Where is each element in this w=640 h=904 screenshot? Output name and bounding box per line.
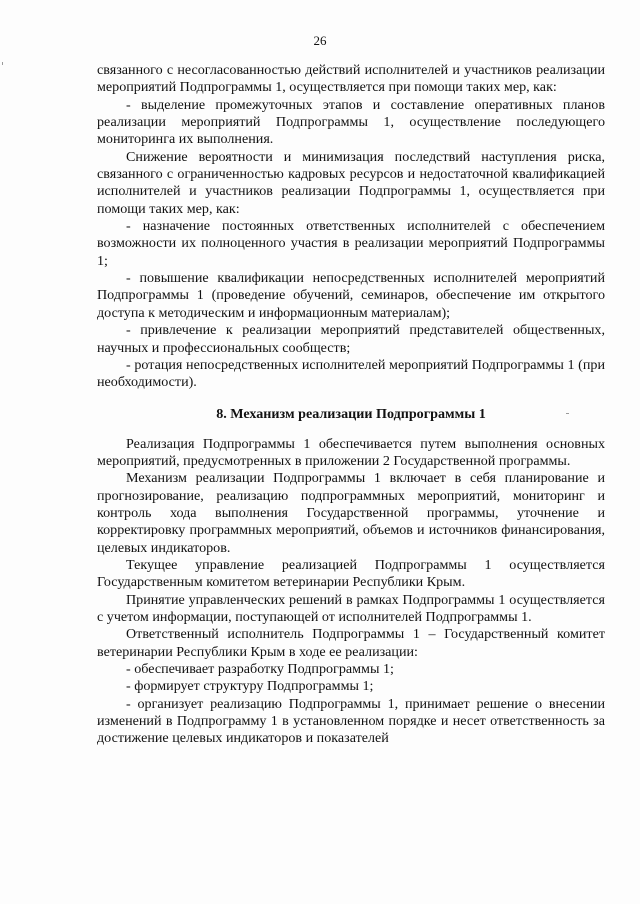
page-number: 26	[313, 33, 327, 48]
paragraph: Принятие управленческих решений в рамках Подпрограммы 1 осуществляется с учетом информации, поступающей от исполнителей Подпрограммы 1.	[97, 591, 605, 625]
paragraph: - формирует структуру Подпрограммы 1;	[126, 678, 374, 695]
scan-mark	[2, 62, 3, 65]
section-heading: 8. Механизм реализации Подпрограммы 1	[216, 405, 486, 422]
paragraph: - назначение постоянных ответственных исполнителей с обеспечением возможности их полноценного участия в реализации мероприятий Подпрограммы 1;	[97, 218, 605, 269]
paragraph: Текущее управление реализацией Подпрограммы 1 осуществляется Государственным комитетом ветеринарии Республики Крым.	[97, 556, 605, 591]
paragraph: связанного с несогласованностью действий исполнителей и участников реализации мероприятий Подпрограммы 1, осуществляется при помощи таких мер, как:	[97, 62, 605, 96]
paragraph: - организует реализацию Подпрограммы 1, принимает решение о внесении изменений в Подпрограмму 1 в установленном порядке и несет ответственность за достижение целевых индикаторов и показателей	[97, 695, 605, 747]
paragraph: Ответственный исполнитель Подпрограммы 1 – Государственный комитет ветеринарии Республики Крым в ходе ее реализации:	[97, 626, 605, 660]
paragraph: - обеспечивает разработку Подпрограммы 1;	[126, 661, 394, 677]
paragraph: - привлечение к реализации мероприятий представителей общественных, научных и профессиональных сообществ;	[97, 322, 605, 356]
paragraph: - ротация непосредственных исполнителей мероприятий Подпрограммы 1 (при необходимости).	[97, 356, 605, 391]
paragraph: Снижение вероятности и минимизация последствий наступления риска, связанного с ограниченностью кадровых ресурсов и недостаточной квалификацией исполнителей и участников реализации Подпрограммы 1, осуществляется при помощи таких мер, как:	[97, 148, 605, 217]
scan-mark	[566, 413, 569, 414]
body-text	[97, 62, 605, 748]
paragraph: Механизм реализации Подпрограммы 1 включает в себя планирование и прогнозирование, реализацию подпрограммных мероприятий, мониторинг и контроль хода выполнения Государственной программы, уточнение и корректировку программных мероприятий, объемов и источников финансирования, целевых индикаторов.	[97, 470, 605, 556]
paragraph: - повышение квалификации непосредственных исполнителей мероприятий Подпрограммы 1 (проведение обучений, семинаров, обеспечение им открытого доступа к методическим и информационным материалам);	[97, 270, 605, 321]
paragraph: Реализация Подпрограммы 1 обеспечивается путем выполнения основных мероприятий, предусмотренных в приложении 2 Государственной программы.	[97, 435, 605, 469]
paragraph: - выделение промежуточных этапов и составление оперативных планов реализации мероприятий Подпрограммы 1, осуществление последующего мониторинга их выполнения.	[97, 96, 605, 148]
